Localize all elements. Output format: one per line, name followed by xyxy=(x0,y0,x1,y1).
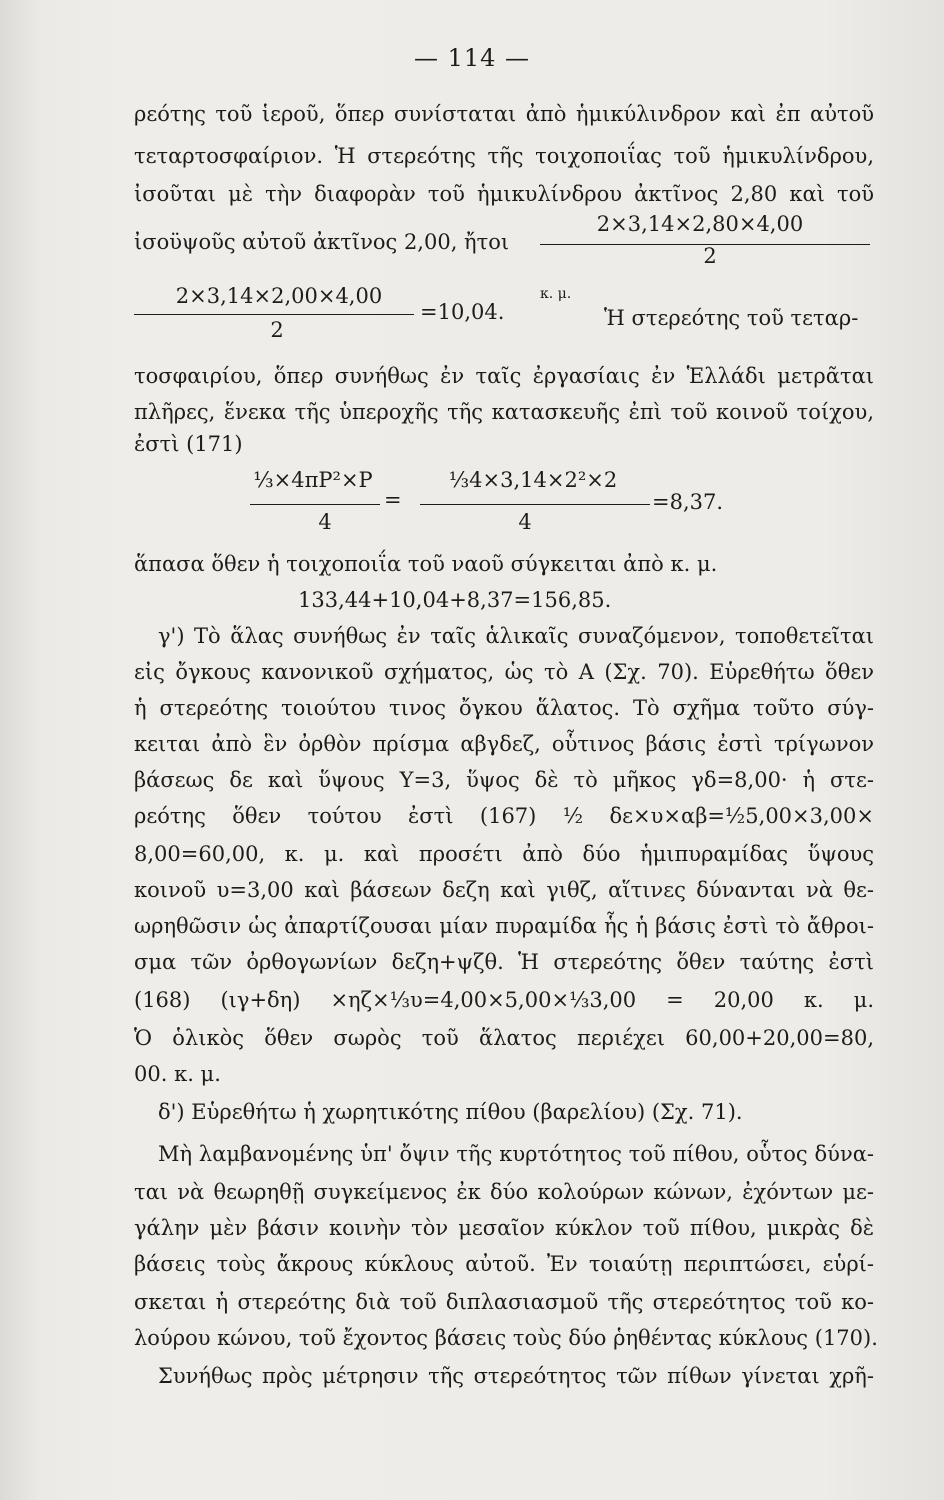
text-line: ωρηθῶσιν ὡς ἀπαρτίζουσαι μίαν πυραμίδα ἧς ἡ βάσις ἐστὶ τὸ ἄθροι- xyxy=(134,914,874,938)
text-line: ρεότης τοῦ ἱεροῦ, ὅπερ συνίσταται ἀπὸ ἡμικύλινδρον καὶ ἐπ αὐτοῦ xyxy=(134,102,874,126)
text-line: ρεότης ὅθεν τούτου ἐστὶ (167) ½ δε×υ×αβ=½5,00×3,00× xyxy=(134,804,874,828)
formula-3-left-denominator: 4 xyxy=(318,510,332,534)
text-line: ἡ στερεότης τοιούτου τινος ὄγκου ἅλατος. Τὸ σχῆμα τοῦτο σύγ- xyxy=(134,696,874,720)
text-line: λούρου κώνου, τοῦ ἔχοντος βάσεις τοὺς δύο ῥηθέντας κύκλους (170). xyxy=(134,1326,878,1350)
text-line: Συνήθως πρὸς μέτρησιν τῆς στερεότητος τῶν πίθων γίνεται χρῆ- xyxy=(158,1364,874,1388)
text-line: ται νὰ θεωρηθῇ συγκείμενος ἐκ δύο κολούρων κώνων, ἐχόντων με- xyxy=(134,1180,874,1204)
text-line: ἰσοϋψοῦς αὐτοῦ ἀκτῖνος 2,00, ἤτοι xyxy=(134,230,510,254)
text-line: σμα τῶν ὀρθογωνίων δεζη+ψζθ. Ἡ στερεότης ὅθεν ταύτης ἐστὶ xyxy=(134,950,874,974)
formula-2-numerator: 2×3,14×2,00×4,00 xyxy=(175,284,383,308)
fraction-bar xyxy=(134,314,414,315)
sum-line: 133,44+10,04+8,37=156,85. xyxy=(298,588,612,612)
fraction-bar xyxy=(420,504,650,505)
page-number: — 114 — xyxy=(413,44,531,72)
formula-3-right-denominator: 4 xyxy=(518,510,532,534)
text-line: εἰς ὄγκους κανονικοῦ σχήματος, ὡς τὸ Α (Σχ. 70). Εὑρεθήτω ὅθεν xyxy=(134,660,874,684)
formula-3-result: =8,37. xyxy=(652,490,724,514)
text-line: Ἡ στερεότης τοῦ τεταρ- xyxy=(604,306,859,330)
formula-2-denominator: 2 xyxy=(270,318,284,342)
formula-1-denominator: 2 xyxy=(703,244,717,268)
text-line: ἅπασα ὅθεν ἡ τοιχοποιΐα τοῦ ναοῦ σύγκειται ἀπὸ κ. μ. xyxy=(134,552,718,576)
text-line: Ὁ ὁλικὸς ὅθεν σωρὸς τοῦ ἅλατος περιέχει 60,00+20,00=80, xyxy=(134,1026,874,1050)
unit-label: κ. μ. xyxy=(540,286,572,302)
text-line: σκεται ἡ στερεότης διὰ τοῦ διπλασιασμοῦ τῆς στερεότητος τοῦ κο- xyxy=(134,1290,874,1314)
text-line: πλῆρες, ἕνεκα τῆς ὑπεροχῆς τῆς κατασκευῆς ἐπὶ τοῦ κοινοῦ τοίχου, xyxy=(134,400,874,424)
text-line: (168) (ιγ+δη) ×ηζ×⅓υ=4,00×5,00×⅓3,00 = 20,00 κ. μ. xyxy=(134,988,874,1012)
text-line: βάσεως δε καὶ ὕψους Υ=3, ὕψος δὲ τὸ μῆκος γδ=8,00· ἡ στε- xyxy=(134,768,874,792)
text-line: ἐστὶ (171) xyxy=(134,432,243,456)
text-line: τοσφαιρίου, ὅπερ συνήθως ἐν ταῖς ἐργασίαις ἐν Ἑλλάδι μετρᾶται xyxy=(134,364,874,388)
text-line: βάσεις τοὺς ἄκρους κύκλους αὐτοῦ. Ἐν τοιαύτῃ περιπτώσει, εὑρί- xyxy=(134,1252,874,1276)
text-line: γάλην μὲν βάσιν κοινὴν τὸν μεσαῖον κύκλον τοῦ πίθου, μικρὰς δὲ xyxy=(134,1216,874,1240)
formula-1-numerator: 2×3,14×2,80×4,00 xyxy=(596,212,804,236)
formula-3-left-numerator: ⅓×4πP²×P xyxy=(253,468,373,492)
equals-sign: = xyxy=(384,488,402,512)
fraction-bar xyxy=(250,504,380,505)
text-line: κοινοῦ υ=3,00 καὶ βάσεων δεζη καὶ γιθζ, αἵτινες δύνανται νὰ θε- xyxy=(134,878,874,902)
formula-2-result: =10,04. xyxy=(420,300,505,324)
text-line: γ') Τὸ ἅλας συνήθως ἐν ταῖς ἁλικαῖς συναζόμενον, τοποθετεῖται xyxy=(158,624,874,648)
text-line: ἰσοῦται μὲ τὴν διαφορὰν τοῦ ἡμικυλίνδρου ἀκτῖνος 2,80 καὶ τοῦ xyxy=(134,182,874,206)
text-line: 8,00=60,00, κ. μ. καὶ προσέτι ἀπὸ δύο ἡμιπυραμίδας ὕψους xyxy=(134,842,874,866)
text-line: κειται ἀπὸ ἓν ὀρθὸν πρίσμα αβγδεζ, οὗτινος βάσις ἐστὶ τρίγωνον xyxy=(134,732,874,756)
formula-3-right-numerator: ⅓4×3,14×2²×2 xyxy=(448,468,618,492)
section-heading: δ') Εὑρεθήτω ἡ χωρητικότης πίθου (βαρελίου) (Σχ. 71). xyxy=(158,1100,743,1124)
text-line: Μὴ λαμβανομένης ὑπ' ὄψιν τῆς κυρτότητος τοῦ πίθου, οὗτος δύνα- xyxy=(158,1142,874,1166)
text-line: 00. κ. μ. xyxy=(134,1062,221,1086)
text-line: τεταρτοσφαίριον. Ἡ στερεότης τῆς τοιχοποιΐας τοῦ ἡμικυλίνδρου, xyxy=(134,144,874,168)
